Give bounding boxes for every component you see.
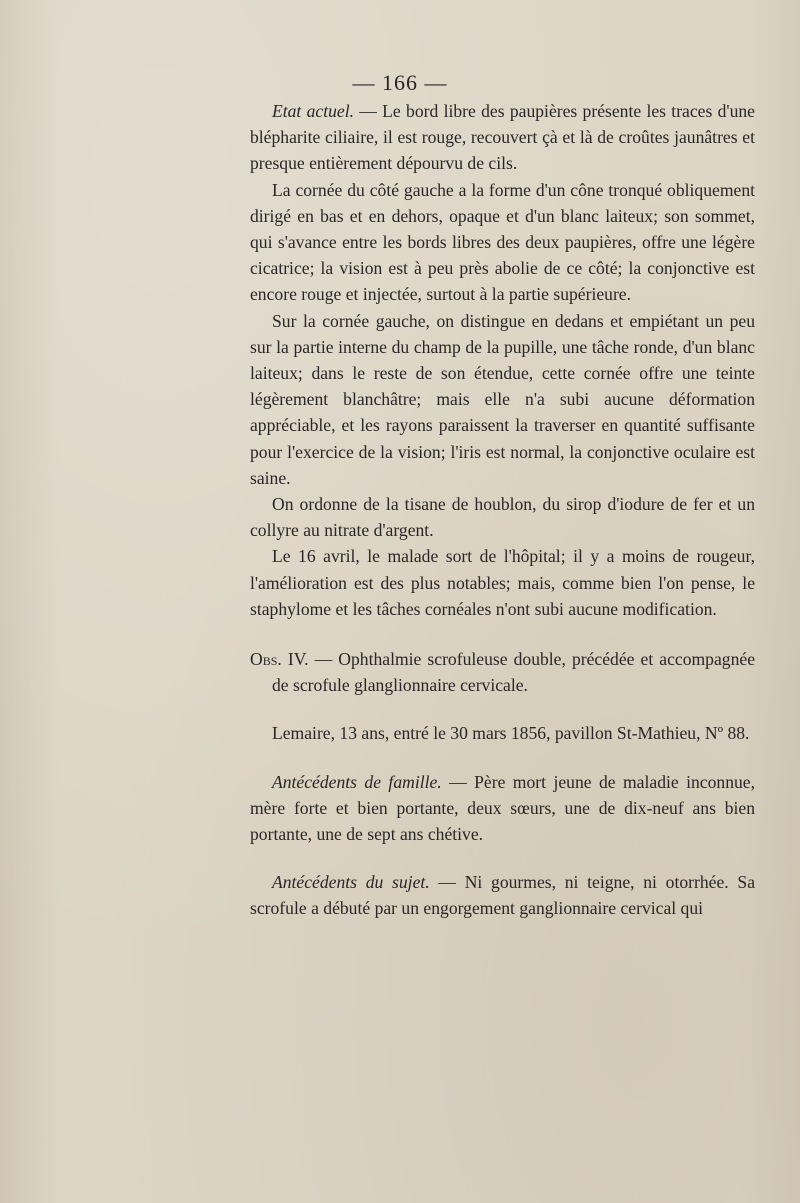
section-lead: Antécédents du sujet.	[272, 872, 430, 893]
observation-label: Obs.	[250, 649, 282, 670]
paragraph-treatment: On ordonne de la tisane de houblon, du sirop d'iodure de fer et un collyre au nitrate d'argent.	[250, 494, 755, 541]
paragraph-subject-history	[250, 869, 755, 921]
page-number: — 166 —	[352, 70, 448, 95]
paragraph-cornea-left: La cornée du côté gauche a la forme d'un cône tronqué obliquement dirigé en bas et en dehors, opaque et d'un blanc laiteux; son sommet, qui s'avance entre les bords libres des deux paupières, offre une légère cicatrice; la vision est à peu près abolie de ce côté; la conjonctive est encore rouge et injectée, surtout à la partie supérieure.	[250, 179, 755, 305]
paragraph-cornea-spot: Sur la cornée gauche, on distingue en dedans et empiétant un peu sur la partie interne du champ de la pupille, une tâche ronde, d'un blanc laiteux; dans le reste de son étendue, cette cornée offre une teinte légèrement blanchâtre; mais elle n'a subi aucune déformation appréciable, et les rayons paraissent la traverser en quantité suffisante pour l'exercice de la vision; l'iris est normal, la conjonctive oculaire est saine.	[250, 310, 755, 488]
paragraph-family-history	[250, 769, 755, 848]
observation-heading	[250, 646, 755, 698]
section-lead: Etat actuel.	[272, 101, 354, 121]
observation-title: IV. — Ophthalmie scrofuleuse double, précédée et accompagnée de scrofule glanglionnaire cervicale.	[272, 649, 755, 696]
paragraph-discharge: Le 16 avril, le malade sort de l'hôpital; il y a moins de rougeur, l'amélioration est des plus notables; mais, comme bien l'on pense, le staphylome et les tâches cornéales n'ont subi aucune modification.	[250, 546, 755, 619]
paragraph-text: — Ni gourmes, ni teigne, ni otorrhée. Sa scrofule a débuté par un engorgement ganglionnaire cervical qui	[250, 872, 755, 919]
paragraph-text: — Père mort jeune de maladie inconnue, mère forte et bien portante, deux sœurs, une de dix-neuf ans bien portante, une de sept ans chétive.	[250, 771, 755, 845]
patient-line: Lemaire, 13 ans, entré le 30 mars 1856, pavillon St-Mathieu, Nº 88.	[272, 723, 750, 744]
paragraph-text: — Le bord libre des paupières présente les traces d'une blépharite ciliaire, il est rouge, recouvert çà et là de croûtes jaunâtres et presque entièrement dépourvu de cils.	[250, 101, 755, 174]
page-body	[250, 98, 755, 922]
section-lead: Antécédents de famille.	[272, 771, 442, 792]
paragraph-etat-actuel	[250, 98, 755, 177]
